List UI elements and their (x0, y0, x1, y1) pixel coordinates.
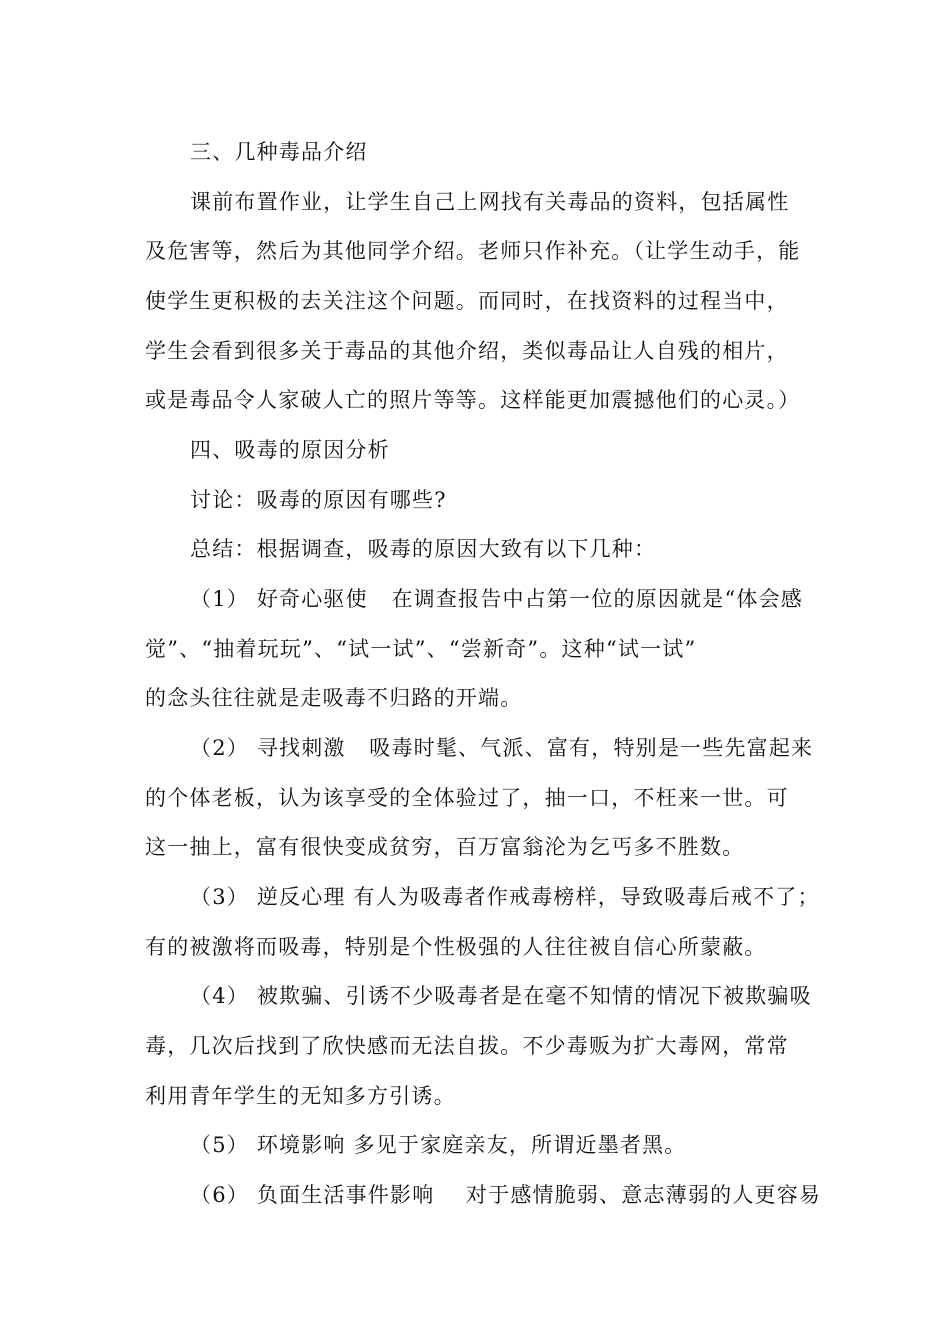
list-item-line: 毒，几次后找到了欣快感而无法自拔。不少毒贩为扩大毒网，常常 (145, 1034, 789, 1058)
summary-text: 总结：根据调查，吸毒的原因大致有以下几种： (190, 537, 657, 561)
list-item-line: 有的被激将而吸毒，特别是个性极强的人往往被自信心所蒙蔽。 (145, 935, 767, 959)
list-item-line: 利用青年学生的无知多方引诱。 (145, 1084, 456, 1108)
paragraph-line: 或是毒品令人家破人亡的照片等等。这样能更加震撼他们的心灵。） (145, 388, 801, 412)
list-item-line: （5） 环境影响 多见于家庭亲友，所谓近墨者黑。 (190, 1133, 687, 1157)
list-item-line: 这一抽上，富有很快变成贫穷，百万富翁沦为乞丐多不胜数。 (145, 835, 745, 859)
paragraph-line: 及危害等，然后为其他同学介绍。老师只作补充。（让学生动手，能 (145, 239, 801, 263)
paragraph-line: 学生会看到很多关于毒品的其他介绍，类似毒品让人自残的相片， (145, 339, 789, 363)
section-heading: 四、吸毒的原因分析 (190, 438, 390, 462)
list-item-line: （6） 负面生活事件影响 对于感情脆弱、意志薄弱的人更容易 (190, 1183, 822, 1207)
list-item-line: （2） 寻找刺激 吸毒时髦、气派、富有，特别是一些先富起来 (190, 736, 814, 760)
paragraph-line: 使学生更积极的去关注这个问题。而同时，在找资料的过程当中， (145, 289, 789, 313)
list-item-line: （3） 逆反心理 有人为吸毒者作戒毒榜样，导致吸毒后戒不了； (190, 885, 820, 909)
paragraph-line: 课前布置作业，让学生自己上网找有关毒品的资料，包括属性 (190, 190, 790, 214)
section-heading: 三、几种毒品介绍 (190, 140, 368, 164)
discussion-question: 讨论：吸毒的原因有哪些? (190, 488, 447, 512)
list-item-line: 的个体老板，认为该享受的全体验过了，抽一口，不枉来一世。可 (145, 786, 789, 810)
list-item-line: 的念头往往就是走吸毒不归路的开端。 (145, 686, 523, 710)
list-item-line: （1） 好奇心驱使 在调查报告中占第一位的原因就是“体会感 (190, 587, 803, 611)
list-item-line: （4） 被欺骗、引诱不少吸毒者是在毫不知情的情况下被欺骗吸 (190, 984, 812, 1008)
list-item-line: 觉”、“抽着玩玩”、“试一试”、“尝新奇”。这种“试一试” (145, 637, 697, 661)
